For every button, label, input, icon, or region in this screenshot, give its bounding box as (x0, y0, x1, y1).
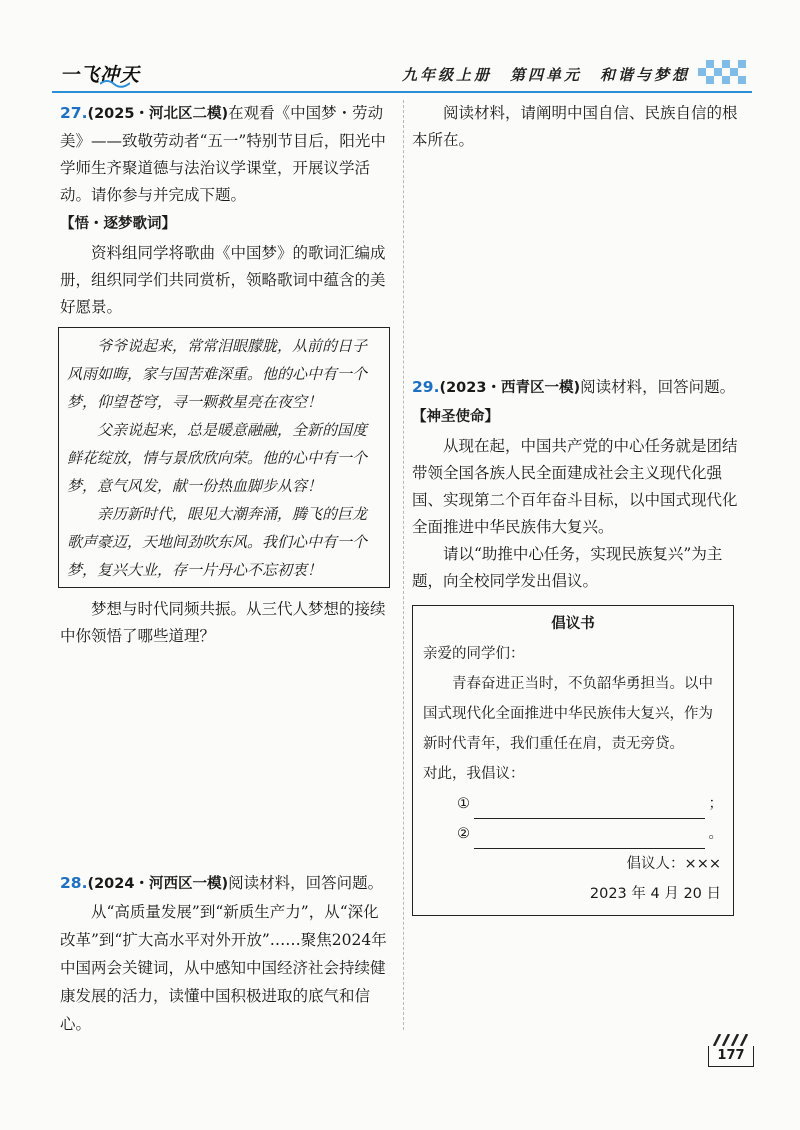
blank-2-line[interactable] (474, 828, 705, 849)
unit-label: 第四单元 (509, 66, 582, 84)
blank-1-line[interactable] (474, 798, 705, 819)
q29-stem-para (412, 374, 742, 402)
q28-continued (412, 100, 742, 154)
q29-material: 从现在起，中国共产党的中心任务就是团结带领全国各族人民全面建成社会主义现代化强国、实现第二个百年奋斗目标，以中国式现代化全面推进中华民族伟大复兴。 (412, 437, 738, 536)
q27-stem: 在观看《中国梦・劳动美》——致敬劳动者“五一”特别节目后，阳光中学师生齐聚道德与法治议学课堂，开展议学活动。请你参与并完成下题。 (60, 104, 386, 204)
q29-stem: 阅读材料，回答问题。 (580, 378, 736, 396)
letter-title: 倡议书 (551, 616, 595, 632)
blank-2-marker: ② (457, 826, 470, 842)
lyrics-box (58, 327, 390, 588)
brand-logo (60, 60, 140, 87)
wave-icon (100, 78, 130, 88)
stripes-icon (710, 1034, 750, 1046)
unit-title: 和谐与梦想 (599, 66, 690, 84)
page-number: 177 (708, 1046, 754, 1067)
answer-blank-1[interactable] (423, 789, 723, 819)
blank-1-end: ； (708, 796, 723, 812)
q28-number: 28. (60, 874, 88, 892)
q28-source: (2024・河西区一模) (87, 876, 229, 892)
letter-date: 2023 年 4 月 20 日 (589, 886, 721, 902)
q27-number: 27. (60, 104, 88, 122)
letter-greeting: 亲爱的同学们： (423, 646, 525, 662)
grade-label: 九年级上册 (401, 66, 492, 84)
q28-stem: 阅读材料，回答问题。 (228, 874, 384, 892)
page-header (0, 0, 800, 95)
checker-decoration-icon (698, 58, 746, 88)
q27-section-title: 【悟・逐梦歌词】 (60, 216, 176, 232)
page-number-badge (706, 1034, 754, 1070)
column-divider (403, 100, 404, 1030)
brand-text: 一飞冲天 (60, 64, 141, 86)
q29-task: 请以“助推中心任务，实现民族复兴”为主题，向全校同学发出倡议。 (412, 545, 723, 590)
running-title (384, 64, 690, 85)
q27-intro: 资料组同学将歌曲《中国梦》的歌词汇编成册，组织同学们共同赏析，领略歌词中蕴含的美好愿景。 (60, 244, 386, 316)
q28-stem-para (60, 870, 390, 898)
q27-question: 梦想与时代同频共振。从三代人梦想的接续中你领悟了哪些道理？ (60, 600, 386, 645)
lyrics-verse-3: 亲历新时代，眼见大潮奔涌，腾飞的巨龙歌声豪迈，天地间劲吹东风。我们心中有一个梦，复兴大业，存一片丹心不忘初衷！ (67, 505, 368, 579)
q27-source: (2025・河北区二模) (87, 106, 229, 122)
blank-2-end: 。 (708, 826, 723, 842)
lyrics-verse-2: 父亲说起来，总是暖意融融，全新的国度鲜花绽放，情与景欣欣向荣。他的心中有一个梦，意气风发，献一份热血脚步从容！ (67, 421, 368, 495)
lyrics-verse-1: 爷爷说起来，常常泪眼朦胧，从前的日子风雨如晦，家与国苦难深重。他的心中有一个梦，仰望苍穹，寻一颗救星亮在夜空！ (67, 337, 368, 411)
question-27 (60, 100, 390, 650)
q28-material: 从“高质量发展”到“新质生产力”，从“深化改革”到“扩大高水平对外开放”……聚焦2024年中国两会关键词，从中感知中国经济社会持续健康发展的活力，读懂中国积极进取的底气和信心。 (60, 903, 387, 1033)
letter-lead: 对此，我倡议： (423, 766, 525, 782)
blank-1-marker: ① (457, 796, 470, 812)
letter-body: 青春奋进正当时，不负韶华勇担当。以中国式现代化全面推进中华民族伟大复兴，作为新时代青年，我们重任在肩，责无旁贷。 (423, 676, 713, 752)
answer-blank-2[interactable] (423, 819, 723, 849)
letter-signer: 倡议人：××× (626, 856, 721, 872)
question-29 (412, 374, 742, 916)
proposal-letter (412, 605, 734, 916)
question-28 (60, 870, 390, 1038)
q28-question: 阅读材料，请阐明中国自信、民族自信的根本所在。 (412, 104, 738, 149)
q29-source: (2023・西青区一模) (439, 380, 581, 396)
q29-number: 29. (412, 378, 440, 396)
q27-stem-para (60, 100, 390, 209)
q29-section-title: 【神圣使命】 (412, 409, 499, 425)
header-rule (52, 91, 752, 93)
